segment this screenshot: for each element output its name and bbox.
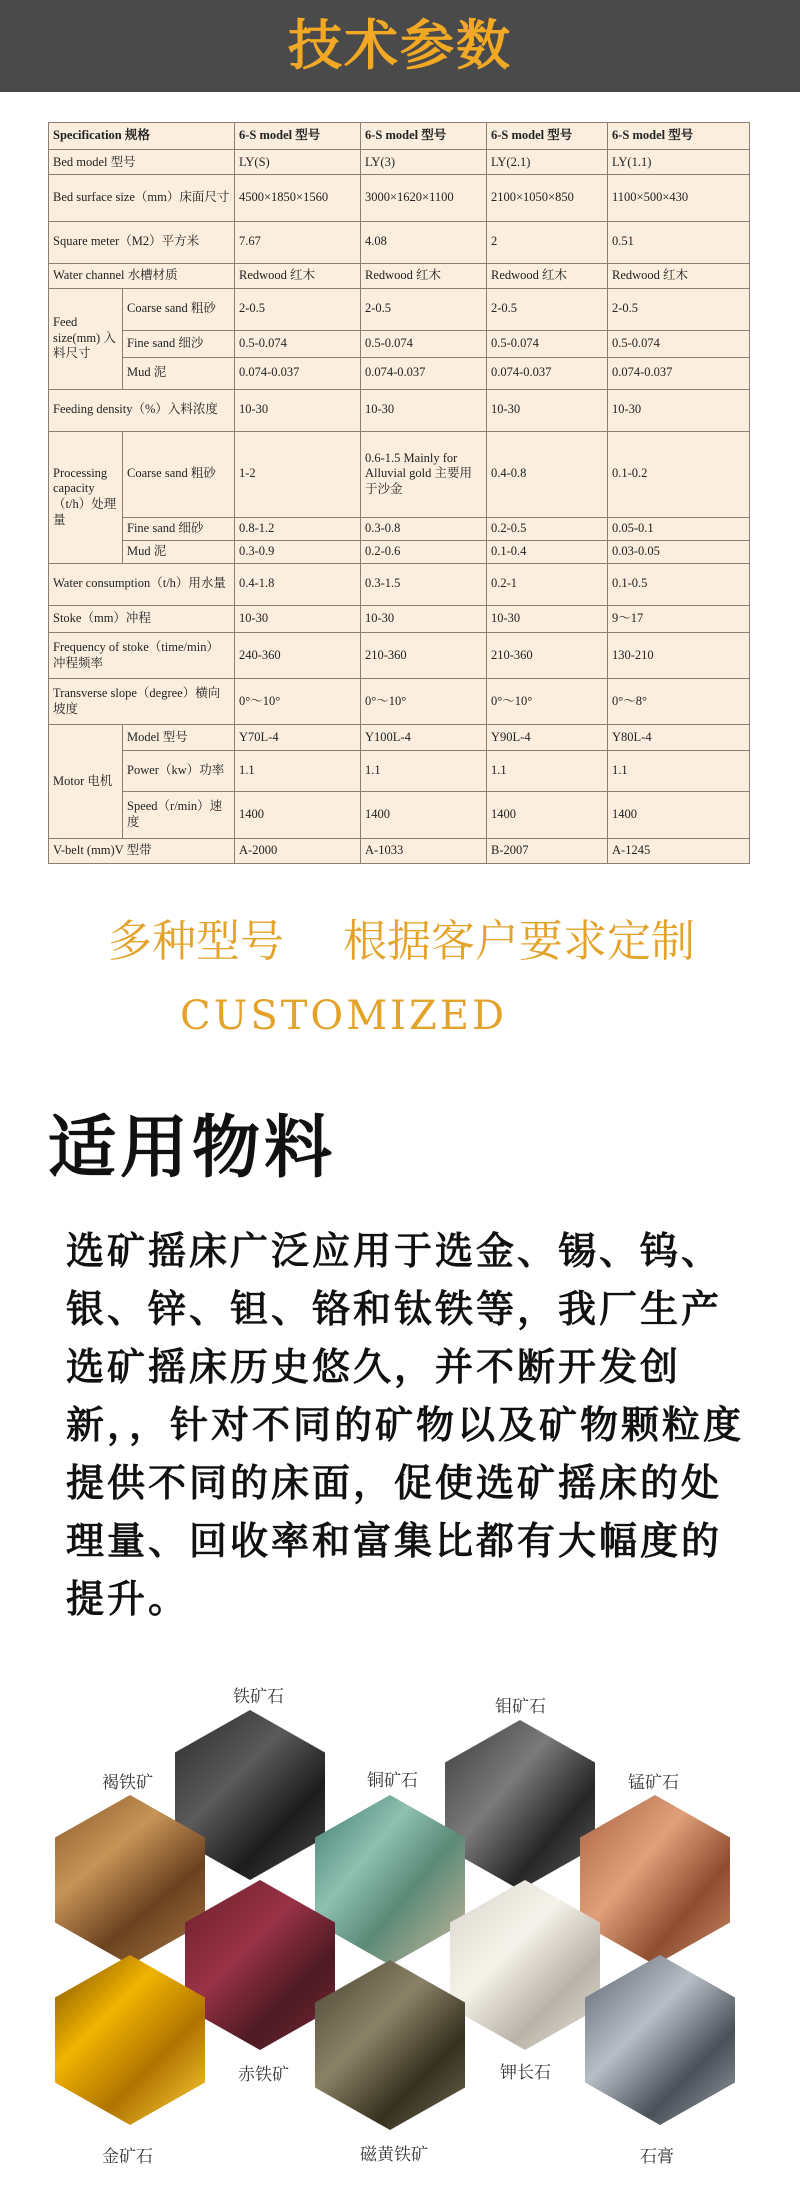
row-group-label: Processing capacity（t/h）处理量 xyxy=(49,431,123,563)
table-cell: 2100×1050×850 xyxy=(487,175,608,221)
feldspar-image xyxy=(450,1880,600,2050)
table-cell: 240-360 xyxy=(235,632,361,678)
table-cell: 0.2-0.6 xyxy=(361,540,487,563)
table-row xyxy=(49,175,750,221)
table-row xyxy=(49,389,750,431)
table-cell: 4500×1850×1560 xyxy=(235,175,361,221)
row-label: V-belt (mm)V 型带 xyxy=(49,838,235,863)
mineral-label: 铁矿石 xyxy=(233,1687,284,1707)
table-cell: 1400 xyxy=(487,792,608,838)
row-label: Bed model 型号 xyxy=(49,150,235,175)
table-cell: 0.5-0.074 xyxy=(235,330,361,357)
molybdenum-image xyxy=(445,1720,595,1890)
mineral-label: 石膏 xyxy=(640,2147,674,2167)
table-cell: 0.1-0.4 xyxy=(487,540,608,563)
table-cell: 0.3-0.9 xyxy=(235,540,361,563)
table-cell: 7.67 xyxy=(235,221,361,263)
table-header-cell: 6-S model 型号 xyxy=(361,123,487,150)
table-row xyxy=(49,679,750,725)
table-cell: 0.5-0.074 xyxy=(361,330,487,357)
table-row xyxy=(49,150,750,175)
table-cell: 0.1-0.5 xyxy=(608,563,750,605)
table-row xyxy=(49,330,750,357)
sub-label: Speed（r/min）速度 xyxy=(123,792,235,838)
table-cell: 0°～8° xyxy=(608,679,750,725)
row-label: Bed surface size（mm）床面尺寸 xyxy=(49,175,235,221)
table-header-cell: Specification 规格 xyxy=(49,123,235,150)
minerals-collage xyxy=(0,1680,800,2207)
table-cell: 4.08 xyxy=(361,221,487,263)
row-label: Transverse slope（degree）横向坡度 xyxy=(49,679,235,725)
table-cell: Y70L-4 xyxy=(235,725,361,750)
table-cell: 0.6-1.5 Mainly for Alluvial gold 主要用于沙金 xyxy=(361,431,487,517)
table-cell: 0.4-0.8 xyxy=(487,431,608,517)
gold-image xyxy=(55,1955,205,2125)
mineral-label: 磁黄铁矿 xyxy=(360,2145,428,2165)
table-cell: Y100L-4 xyxy=(361,725,487,750)
table-cell: 9～17 xyxy=(608,605,750,632)
table-row xyxy=(49,431,750,517)
spec-table xyxy=(48,122,750,864)
table-cell: 10-30 xyxy=(487,389,608,431)
table-cell: 0.4-1.8 xyxy=(235,563,361,605)
table-cell: Y90L-4 xyxy=(487,725,608,750)
pyrrhotite-image xyxy=(315,1960,465,2130)
table-cell: 1.1 xyxy=(235,750,361,792)
table-cell: 210-360 xyxy=(487,632,608,678)
subtitle-customize: 根据客户要求定制 xyxy=(343,916,695,967)
mineral-label: 褐铁矿 xyxy=(102,1773,153,1793)
table-cell: LY(S) xyxy=(235,150,361,175)
sub-label: Coarse sand 粗砂 xyxy=(123,288,235,330)
table-cell: 2-0.5 xyxy=(235,288,361,330)
row-label: Water consumption（t/h）用水量 xyxy=(49,563,235,605)
table-cell: 10-30 xyxy=(487,605,608,632)
table-cell: Redwood 红木 xyxy=(487,263,608,288)
table-cell: 2-0.5 xyxy=(608,288,750,330)
row-label: Stoke（mm）冲程 xyxy=(49,605,235,632)
table-row xyxy=(49,563,750,605)
table-cell: Redwood 红木 xyxy=(608,263,750,288)
subtitle-models: 多种型号 xyxy=(108,916,284,967)
mineral-label: 钼矿石 xyxy=(495,1697,546,1717)
sub-label: Model 型号 xyxy=(123,725,235,750)
table-cell: 1.1 xyxy=(487,750,608,792)
header-banner xyxy=(0,0,800,92)
mineral-label: 铜矿石 xyxy=(367,1771,418,1791)
copper-image xyxy=(315,1795,465,1965)
row-group-label: Motor 电机 xyxy=(49,725,123,838)
table-cell: 10-30 xyxy=(235,605,361,632)
table-cell: 0.05-0.1 xyxy=(608,517,750,540)
table-cell: 10-30 xyxy=(235,389,361,431)
table-cell: 0°～10° xyxy=(487,679,608,725)
table-row xyxy=(49,838,750,863)
table-cell: 0.074-0.037 xyxy=(487,358,608,389)
table-cell: Y80L-4 xyxy=(608,725,750,750)
table-row xyxy=(49,632,750,678)
sub-label: Mud 泥 xyxy=(123,540,235,563)
row-label: Square meter（M2）平方米 xyxy=(49,221,235,263)
table-cell: A-1033 xyxy=(361,838,487,863)
table-cell: 1400 xyxy=(361,792,487,838)
table-cell: 0°～10° xyxy=(235,679,361,725)
table-header-row xyxy=(49,123,750,150)
mineral-label: 金矿石 xyxy=(102,2147,153,2167)
mineral-label: 钾长石 xyxy=(500,2063,551,2083)
table-cell: B-2007 xyxy=(487,838,608,863)
table-cell: 1400 xyxy=(608,792,750,838)
table-header-cell: 6-S model 型号 xyxy=(235,123,361,150)
table-cell: A-1245 xyxy=(608,838,750,863)
table-cell: 0.2-1 xyxy=(487,563,608,605)
table-cell: LY(3) xyxy=(361,150,487,175)
table-row xyxy=(49,221,750,263)
table-cell: Redwood 红木 xyxy=(235,263,361,288)
table-cell: 0.074-0.037 xyxy=(361,358,487,389)
sub-label: Power（kw）功率 xyxy=(123,750,235,792)
mineral-label: 锰矿石 xyxy=(628,1773,679,1793)
table-row xyxy=(49,725,750,750)
page-title: 技术参数 xyxy=(288,14,512,77)
table-row xyxy=(49,358,750,389)
manganese-image xyxy=(580,1795,730,1965)
sub-label: Fine sand 细砂 xyxy=(123,517,235,540)
table-cell: A-2000 xyxy=(235,838,361,863)
table-row xyxy=(49,750,750,792)
table-cell: LY(1.1) xyxy=(608,150,750,175)
table-cell: 10-30 xyxy=(361,605,487,632)
row-group-label: Feed size(mm) 入料尺寸 xyxy=(49,288,123,389)
table-row xyxy=(49,517,750,540)
row-label: Frequency of stoke（time/min）冲程频率 xyxy=(49,632,235,678)
table-cell: 0.5-0.074 xyxy=(608,330,750,357)
table-cell: 130-210 xyxy=(608,632,750,678)
table-cell: 2 xyxy=(487,221,608,263)
customized-label: CUSTOMIZED xyxy=(180,993,508,1039)
table-cell: 0.8-1.2 xyxy=(235,517,361,540)
table-cell: 3000×1620×1100 xyxy=(361,175,487,221)
table-header-cell: 6-S model 型号 xyxy=(608,123,750,150)
table-cell: LY(2.1) xyxy=(487,150,608,175)
table-row xyxy=(49,263,750,288)
table-row xyxy=(49,792,750,838)
table-cell: 0.03-0.05 xyxy=(608,540,750,563)
table-cell: 1.1 xyxy=(608,750,750,792)
sub-label: Mud 泥 xyxy=(123,358,235,389)
table-cell: 0.1-0.2 xyxy=(608,431,750,517)
spec-table-container xyxy=(48,122,749,864)
table-cell: 0.3-1.5 xyxy=(361,563,487,605)
table-cell: 10-30 xyxy=(608,389,750,431)
table-cell: 0.074-0.037 xyxy=(608,358,750,389)
row-label: Water channel 水槽材质 xyxy=(49,263,235,288)
table-row xyxy=(49,288,750,330)
gypsum-image xyxy=(585,1955,735,2125)
table-header-cell: 6-S model 型号 xyxy=(487,123,608,150)
table-cell: 0.51 xyxy=(608,221,750,263)
section-title: 适用物料 xyxy=(48,1109,337,1188)
section-body: 选矿摇床广泛应用于选金、锡、钨、银、锌、钽、铬和钛铁等，我厂生产选矿摇床历史悠久，并不断开发创新，，针对不同的矿物以及矿物颗粒度提供不同的床面，促使选矿摇床的处理量、回收率和富集比都有大幅度的提升。 xyxy=(66,1228,745,1621)
table-cell: 0°～10° xyxy=(361,679,487,725)
table-row xyxy=(49,605,750,632)
mineral-label: 赤铁矿 xyxy=(238,2065,289,2085)
table-cell: 1100×500×430 xyxy=(608,175,750,221)
sub-label: Fine sand 细沙 xyxy=(123,330,235,357)
table-cell: 0.2-0.5 xyxy=(487,517,608,540)
table-cell: 210-360 xyxy=(361,632,487,678)
table-cell: 0.074-0.037 xyxy=(235,358,361,389)
table-cell: 1-2 xyxy=(235,431,361,517)
table-cell: 2-0.5 xyxy=(487,288,608,330)
table-cell: 0.5-0.074 xyxy=(487,330,608,357)
hematite-image xyxy=(185,1880,335,2050)
table-cell: Redwood 红木 xyxy=(361,263,487,288)
table-cell: 0.3-0.8 xyxy=(361,517,487,540)
table-row xyxy=(49,540,750,563)
table-cell: 2-0.5 xyxy=(361,288,487,330)
table-cell: 1.1 xyxy=(361,750,487,792)
sub-label: Coarse sand 粗砂 xyxy=(123,431,235,517)
row-label: Feeding density（%）入料浓度 xyxy=(49,389,235,431)
table-cell: 1400 xyxy=(235,792,361,838)
table-cell: 10-30 xyxy=(361,389,487,431)
